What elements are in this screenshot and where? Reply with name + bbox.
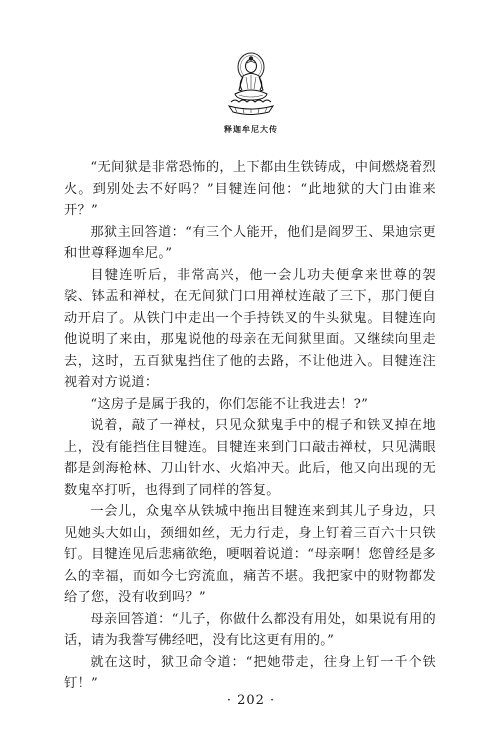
- paragraph: 目犍连听后，非常高兴，他一会儿功夫便拿来世尊的袈裟、钵盂和禅杖，在无间狱门口用禅杖连敲了三下，那门便自动开启了。从铁门中走出一个手持铁叉的牛头狱鬼。目犍连向他说明了来由，那鬼说他的母亲在无间狱里面。又继续向里走去，这时，五百狱鬼挡住了他的去路，不让他进入。目犍连注视着对方说道：: [64, 267, 436, 390]
- paragraph: “这房子是属于我的，你们怎能不让我进去！?”: [90, 396, 369, 412]
- paragraph: 那狱主回答道：“有三个人能开，他们是阎罗王、果迪宗更和世尊释迦牟尼。”: [64, 224, 436, 261]
- paragraph: 就在这时，狱卫命令道：“把她带走，往身上钉一千个铁钉！”: [64, 654, 436, 691]
- page-header: [0, 50, 502, 142]
- buddha-illustration: [223, 50, 279, 118]
- paragraph: 母亲回答道：“儿子，你做什么都没有用处，如果说有用的话，请为我誊写佛经吧，没有比这更有用的。”: [64, 611, 436, 648]
- page-number: · 202 ·: [226, 693, 276, 708]
- paragraph: 一会儿，众鬼卒从铁城中拖出目犍连来到其儿子身边，只见她头大如山，颈细如丝，无力行走，身上钉着三百六十只铁钉。目犍连见后悲痛欲绝，哽咽着说道：“母亲啊！您曾经是多么的幸福，而如今七窍流血，痛苦不堪。我把家中的财物都发给了您，没有收到吗？”: [64, 504, 436, 605]
- body-text: [64, 157, 436, 695]
- paragraph: “无间狱是非常恐怖的，上下都由生铁铸成，中间燃烧着烈火。到别处去不好吗？”目犍连问他：“此地狱的大门由谁来开？”: [64, 160, 436, 218]
- running-title: 释迦牟尼大传: [224, 124, 278, 134]
- paragraph: 说着，敲了一禅杖，只见众狱鬼手中的棍子和铁叉掉在地上，没有能挡住目犍连。目犍连来到门口敲击禅杖，只见满眼都是剑海枪林、刀山针水、火焰冲天。此后，他又向出现的无数鬼卒打听，也得到了同样的答复。: [64, 418, 436, 498]
